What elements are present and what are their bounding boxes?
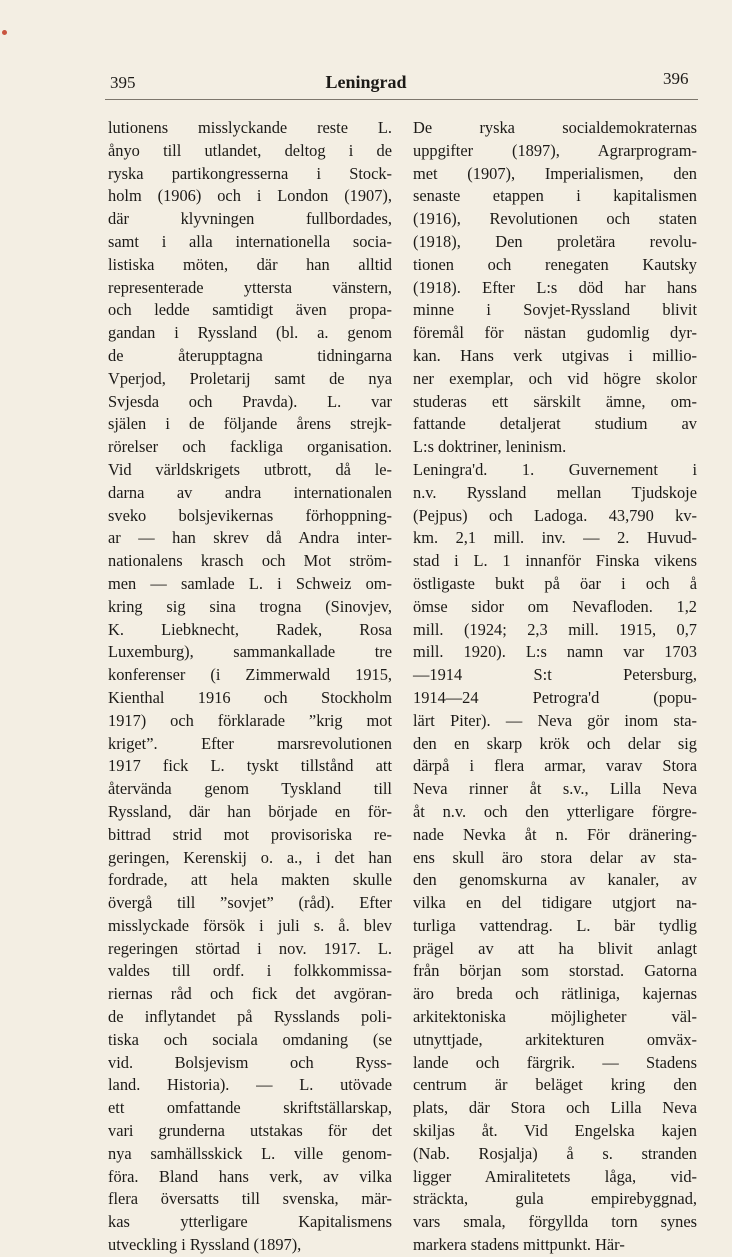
text-line: Luxemburg), sammankallade tre	[108, 642, 392, 662]
text-line: rörelser och fackliga organisation.	[108, 437, 392, 457]
text-line: holm (1906) och i London (1907),	[108, 186, 392, 206]
text-line: föremål för nästan gudomlig dyr-	[413, 323, 697, 343]
text-line: misslyckade försök i juli s. å. blev	[108, 915, 392, 935]
text-line: återvända genom Tyskland till	[108, 779, 392, 799]
text-line: där klyvningen fullbordades,	[108, 209, 392, 229]
text-line: från början som storstad. Gatorna	[413, 961, 697, 981]
text-line: kan. Hans verk utgivas i millio-	[413, 345, 697, 365]
text-line: och ledde samtidigt även propa-	[108, 300, 392, 320]
text-line: stad i L. 1 innanför Finska vikens	[413, 551, 697, 571]
text-line: åt n.v. och den ytterligare förgre-	[413, 801, 697, 821]
text-line: De ryska socialdemokraternas	[413, 118, 697, 137]
text-line: nya samhällsskick L. ville genom-	[108, 1143, 392, 1163]
text-line: (1918), Den proletära revolu-	[413, 231, 697, 251]
text-line: geringen, Kerenskij o. a., i det han	[108, 847, 392, 867]
text-line: Leningra'd. 1. Guvernement i	[413, 459, 697, 479]
text-line: representerade yttersta vänstern,	[108, 277, 392, 297]
text-line: listiska möten, där han alltid	[108, 254, 392, 274]
text-line: 1914—24 Petrogra'd (popu-	[413, 687, 697, 707]
text-line: lutionens misslyckande reste L.	[108, 118, 392, 137]
text-line: markera stadens mittpunkt. Här-	[413, 1235, 625, 1255]
running-head-title: Leningrad	[325, 72, 407, 92]
text-line: 1917) och förklarade ”krig mot	[108, 710, 392, 730]
text-line: prägel av att ha blivit anlagt	[413, 938, 697, 958]
text-line: senaste etappen i kapitalismen	[413, 186, 697, 206]
text-line: centrum är beläget kring den	[413, 1075, 697, 1095]
text-line: utnyttjade, arkitekturen omväx-	[413, 1029, 697, 1049]
text-line: regeringen störtad i nov. 1917. L.	[108, 938, 392, 958]
text-line: föra. Bland hans verk, av vilka	[108, 1166, 392, 1186]
text-line: utveckling i Ryssland (1897),	[108, 1235, 302, 1255]
text-line: arkitektoniska möjligheter väl-	[413, 1007, 697, 1027]
header-rule	[105, 99, 698, 100]
text-line: land. Historia). — L. utövade	[108, 1075, 392, 1095]
text-line: ner exemplar, och vid högre skolor	[413, 368, 697, 388]
text-line: nationalens krasch och Mot ström-	[108, 551, 392, 571]
text-line: ens skull äro stora delar av sta-	[413, 847, 697, 867]
text-line: uppgifter (1897), Agrarprogram-	[413, 140, 697, 160]
ink-spot	[2, 30, 7, 35]
text-line: konferenser (i Zimmerwald 1915,	[108, 665, 392, 685]
text-line: vilka en del tidigare utgjort na-	[413, 893, 697, 913]
text-line: nade Nevka åt n. För dränering-	[413, 824, 697, 844]
text-line: studeras ett särskilt ämne, om-	[413, 391, 697, 411]
text-line: övergå till ”sovjet” (råd). Efter	[108, 893, 392, 913]
text-line: ligger Amiralitetets låga, vid-	[413, 1166, 697, 1186]
text-line: därpå i flera armar, varav Stora	[413, 756, 697, 776]
text-line: mill. 1920). L:s namn var 1703	[413, 642, 697, 662]
text-line: Vid världskrigets utbrott, då le-	[108, 459, 392, 479]
text-line: östligaste bukt på öar i och å	[413, 573, 697, 593]
right-column	[413, 117, 697, 1257]
text-line: —1914 S:t Petersburg,	[413, 665, 697, 685]
text-line: fattande detaljerat studium av	[413, 414, 697, 434]
text-line: (1918). Efter L:s död har hans	[413, 277, 697, 297]
text-line: flera översatts till svenska, mär-	[108, 1189, 392, 1209]
text-line: kring sig sina trogna (Sinovjev,	[108, 596, 392, 616]
text-line: plats, där Stora och Lilla Neva	[413, 1098, 697, 1118]
text-line: kriget”. Efter marsrevolutionen	[108, 733, 392, 753]
text-line: fordrade, att hela makten skulle	[108, 870, 392, 890]
text-line: Svjesda och Pravda). L. var	[108, 391, 392, 411]
text-line: ryska partikongresserna i Stock-	[108, 163, 392, 183]
text-line: den en skarp krök och delar sig	[413, 733, 697, 753]
right-page-number: 396	[663, 69, 689, 88]
text-line: den genomskurna av kanaler, av	[413, 870, 697, 890]
text-line: vid. Bolsjevism och Ryss-	[108, 1052, 392, 1072]
text-line: Vperjod, Proletarij samt de nya	[108, 368, 392, 388]
text-line: K. Liebknecht, Radek, Rosa	[108, 619, 392, 639]
text-line: Neva rinner åt s.v., Lilla Neva	[413, 779, 697, 799]
text-line: ett omfattande skriftställarskap,	[108, 1098, 392, 1118]
text-line: lärt Piter). — Neva gör inom sta-	[413, 710, 697, 730]
text-line: ar — han skrev då Andra inter-	[108, 528, 392, 548]
text-line: ömse sidor om Nevafloden. 1,2	[413, 596, 697, 616]
left-column	[108, 117, 392, 1257]
text-line: tionen och renegaten Kautsky	[413, 254, 697, 274]
text-line: sträckta, gula empirebyggnad,	[413, 1189, 697, 1209]
text-line: Kienthal 1916 och Stockholm	[108, 687, 392, 707]
text-line: vari grunderna utstakas för det	[108, 1121, 392, 1141]
text-line: riernas råd och fick det avgöran-	[108, 984, 392, 1004]
text-line: turliga vattendrag. L. bär tydlig	[413, 915, 697, 935]
text-line: samt i alla internationella socia-	[108, 231, 392, 251]
text-line: (Nab. Rosjalja) å s. stranden	[413, 1143, 697, 1163]
text-line: bittrad strid mot provisoriska re-	[108, 824, 392, 844]
text-line: darna av andra internationalen	[108, 482, 392, 502]
text-line: km. 2,1 mill. inv. — 2. Huvud-	[413, 528, 697, 548]
text-line: mill. (1924; 2,3 mill. 1915, 0,7	[413, 619, 697, 639]
text-line: (Pejpus) och Ladoga. 43,790 kv-	[413, 505, 697, 525]
text-line: skiljas åt. Vid Engelska kajen	[413, 1121, 697, 1141]
text-line: n.v. Ryssland mellan Tjudskoje	[413, 482, 697, 502]
text-line: gandan i Ryssland (bl. a. genom	[108, 323, 392, 343]
text-line: 1917 fick L. tyskt tillstånd att	[108, 756, 392, 776]
text-line: själen i de följande årens strejk-	[108, 414, 392, 434]
text-line: sveko bolsjevikernas förhoppning-	[108, 505, 392, 525]
text-line: men — samlade L. i Schweiz om-	[108, 573, 392, 593]
text-line: Ryssland, där han började en för-	[108, 801, 392, 821]
text-line: L:s doktriner, leninism.	[413, 437, 567, 457]
text-line: ånyo till utlandet, deltog i de	[108, 140, 392, 160]
text-line: äro breda och rätliniga, kajernas	[413, 984, 697, 1004]
text-line: met (1907), Imperialismen, den	[413, 163, 697, 183]
text-line: valdes till ordf. i folkkommissa-	[108, 961, 392, 981]
text-line: (1916), Revolutionen och staten	[413, 209, 697, 229]
text-line: de återupptagna tidningarna	[108, 345, 392, 365]
text-line: vars smala, förgyllda torn synes	[413, 1212, 697, 1232]
text-line: tiska och sociala omdaning (se	[108, 1029, 392, 1049]
left-page-number: 395	[110, 73, 136, 92]
text-line: de inflytandet på Rysslands poli-	[108, 1007, 392, 1027]
text-line: lande och färgrik. — Stadens	[413, 1052, 697, 1072]
text-line: minne i Sovjet-Ryssland blivit	[413, 300, 697, 320]
text-line: kas ytterligare Kapitalismens	[108, 1212, 392, 1232]
